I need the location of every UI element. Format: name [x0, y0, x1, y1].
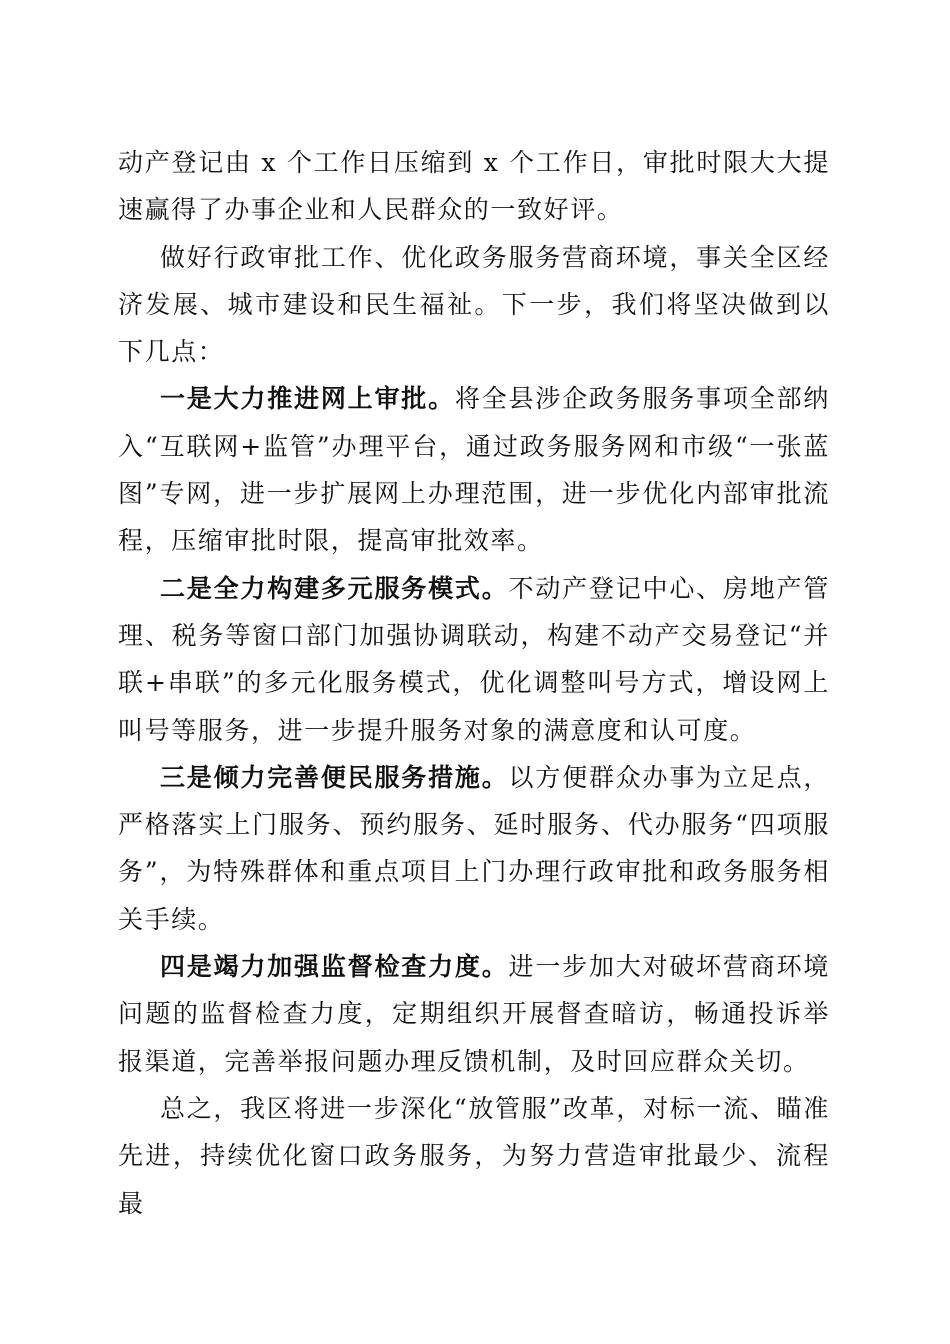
paragraph-point-3	[118, 754, 830, 943]
paragraph-text: 做好行政审批工作、优化政务服务营商环境，事关全区经济发展、城市建设和民生福祉。下一步，我们将坚决做到以下几点：	[118, 242, 830, 367]
paragraph-lead-heading: 二是全力构建多元服务模式。	[160, 573, 509, 603]
paragraph-text: 不动产登记中心、房地产管理、税务等窗口部门加强协调联动，构建不动产交易登记“并联+串联”的多元化服务模式，优化调整叫号方式，增设网上叫号等服务，进一步提升服务对象的满意度和认可度。	[118, 573, 831, 745]
paragraph-lead-heading: 一是大力推进网上审批。	[160, 384, 455, 414]
paragraph-summary	[118, 1085, 830, 1227]
paragraph-text: 将全县涉企政务服务事项全部纳入“互联网+监管”办理平台，通过政务服务网和市级“一张蓝图”专网，进一步扩展网上办理范围，进一步优化内部审批流程，压缩审批时限，提高审批效率。	[118, 384, 830, 556]
paragraph-text: 动产登记由 x 个工作日压缩到 x 个工作日，审批时限大大提速赢得了办事企业和人民群众的一致好评。	[118, 148, 830, 225]
paragraph-point-4	[118, 943, 830, 1085]
paragraph-text: 进一步加大对破坏营商环境问题的监督检查力度，定期组织开展督查暗访，畅通投诉举报渠道，完善举报问题办理反馈机制，及时回应群众关切。	[118, 952, 831, 1076]
document-body	[118, 139, 830, 1227]
paragraph-intro	[118, 234, 830, 376]
paragraph-point-1	[118, 375, 830, 564]
paragraph-point-2	[118, 565, 830, 754]
paragraph-continuation	[118, 139, 830, 234]
paragraph-lead-heading: 四是竭力加强监督检查力度。	[160, 952, 509, 982]
paragraph-lead-heading: 三是倾力完善便民服务措施。	[160, 762, 509, 792]
paragraph-text: 以方便群众办事为立足点，严格落实上门服务、预约服务、延时服务、代办服务“四项服务”，为特殊群体和重点项目上门办理行政审批和政务服务相关手续。	[118, 762, 831, 934]
paragraph-text: 总之，我区将进一步深化“放管服”改革，对标一流、瞄准先进，持续优化窗口政务服务，为努力营造审批最少、流程最	[118, 1093, 830, 1218]
